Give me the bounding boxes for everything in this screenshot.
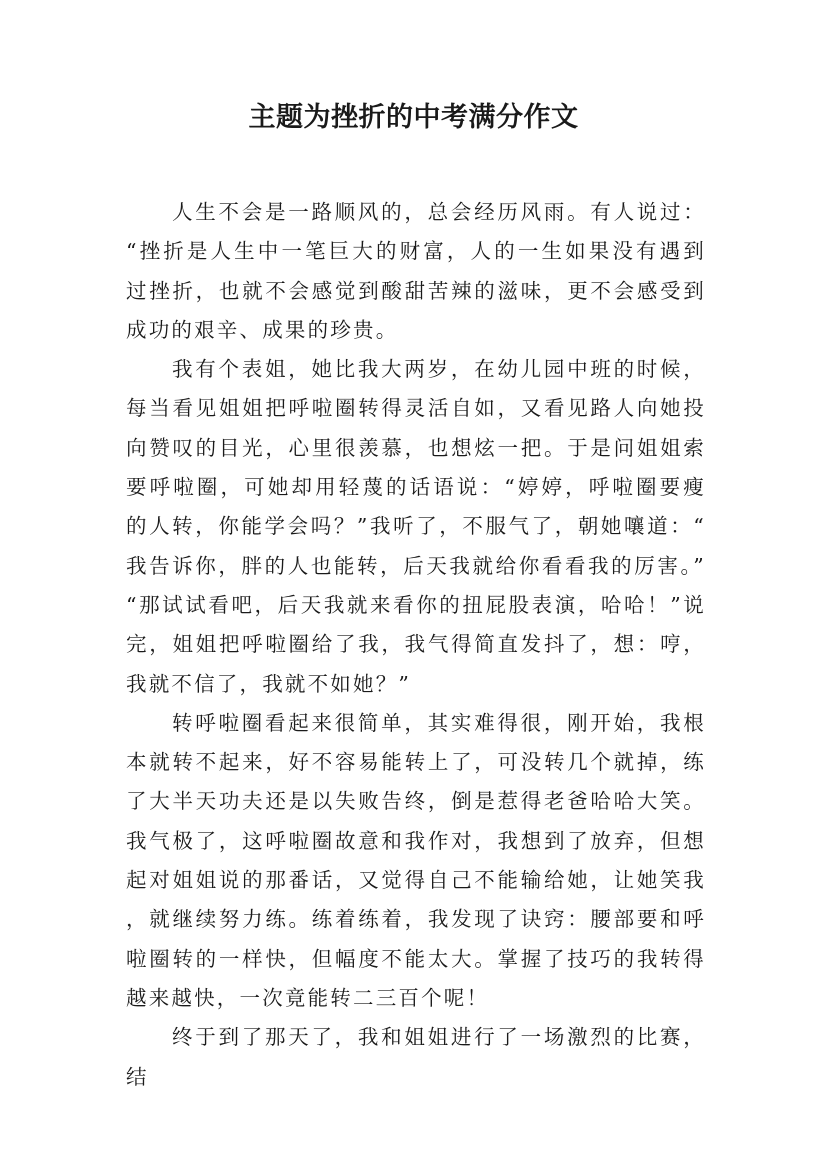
document-title: 主题为挫折的中考满分作文 — [248, 102, 579, 133]
paragraph: 终于到了那天了，我和姐姐进行了一场激烈的比赛，结 — [126, 1025, 706, 1089]
paragraph: 转呼啦圈看起来很简单，其实难得很，刚开始，我根本就转不起来，好不容易能转上了，可没转几个就掉，练了大半天功夫还是以失败告终，倒是惹得老爸哈哈大笑。我气极了，这呼啦圈故意和我作对，我想到了放弃，但想起对姐姐说的那番话，又觉得自己不能输给她，让她笑我，就继续努力练。练着练着，我发现了诀窍：腰部要和呼啦圈转的一样快，但幅度不能太大。掌握了技巧的我转得越来越快，一次竟能转二三百个呢！ — [126, 710, 706, 1010]
document-body — [126, 193, 706, 1097]
paragraph: 人生不会是一路顺风的，总会经历风雨。有人说过：“挫折是人生中一笔巨大的财富，人的一生如果没有遇到过挫折，也就不会感觉到酸甜苦辣的滋味，更不会感受到成功的艰辛、成果的珍贵。 — [126, 200, 706, 342]
paragraph: 我有个表姐，她比我大两岁，在幼儿园中班的时候，每当看见姐姐把呼啦圈转得灵活自如，又看见路人向她投向赞叹的目光，心里很羡慕，也想炫一把。于是问姐姐索要呼啦圈，可她却用轻蔑的话语说：“婷婷，呼啦圈要瘦的人转，你能学会吗？”我听了，不服气了，朝她嚷道：“我告诉你，胖的人也能转，后天我就给你看看我的厉害。”“那试试看吧，后天我就来看你的扭屁股表演，哈哈！”说完，姐姐把呼啦圈给了我，我气得简直发抖了，想：哼，我就不信了，我就不如她？” — [126, 357, 706, 696]
